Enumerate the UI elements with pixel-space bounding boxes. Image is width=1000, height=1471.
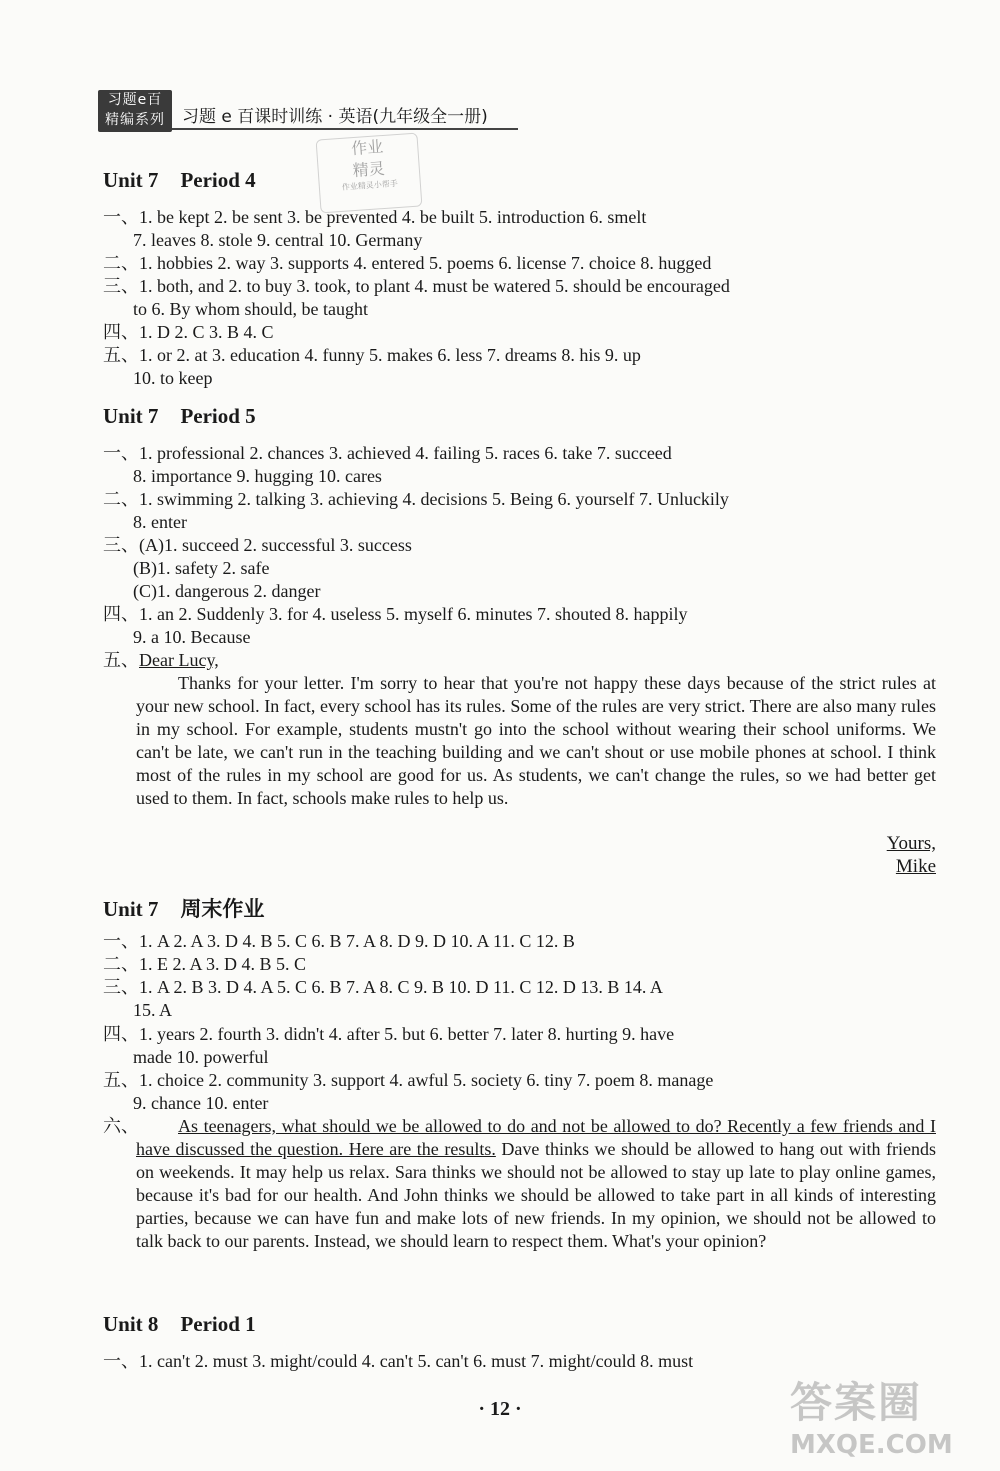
answer-line: 7. leaves 8. stole 9. central 10. Germany — [133, 230, 423, 250]
section-title — [103, 893, 264, 923]
essay-underlined: As teenagers, what should we be allowed to do and not be allowed to do? Recently a few friends and I have discussed the question. Here are the results. — [136, 1116, 936, 1159]
answer-line: 一、1. be kept 2. be sent 3. be prevented 4. be built 5. introduction 6. smelt — [103, 207, 647, 227]
answer-line: 三、1. A 2. B 3. D 4. A 5. C 6. B 7. A 8. C 9. B 10. D 11. C 12. D 13. B 14. A — [103, 977, 663, 997]
answer-line: 9. chance 10. enter — [133, 1093, 269, 1113]
section-period: Period 5 — [180, 404, 256, 428]
answer-line: 8. importance 9. hugging 10. cares — [133, 466, 382, 486]
section-title — [103, 1312, 256, 1337]
answer-line: 8. enter — [133, 512, 187, 532]
question-number: 五、 — [103, 650, 139, 670]
section-title — [103, 404, 256, 429]
answer-line: 三、1. both, and 2. to buy 3. took, to plant 4. must be watered 5. should be encouraged — [103, 276, 730, 296]
letter-signoff — [887, 832, 936, 878]
section-unit: Unit 7 — [103, 897, 159, 921]
answer-line: 四、1. years 2. fourth 3. didn't 4. after 5. but 6. better 7. later 8. hurting 9. have — [103, 1024, 675, 1044]
section-unit: Unit 8 — [103, 1312, 159, 1336]
question-number: 六、 — [103, 1116, 139, 1136]
answer-line: 二、1. hobbies 2. way 3. supports 4. entered 5. poems 6. license 7. choice 8. hugged — [103, 253, 712, 273]
answer-line: 二、1. swimming 2. talking 3. achieving 4. decisions 5. Being 6. yourself 7. Unluckily — [103, 489, 729, 509]
series-logo — [98, 90, 172, 132]
letter-body: Thanks for your letter. I'm sorry to hear that you're not happy these days because of the strict rules at your new school. In fact, every school has its rules. Some of the rules are very strict. There are also many rules in my school. For example, students mustn't go into the school without wearing their school uniforms. We can't be late, we can't run in the teaching building and we can't shout or use mobile phones at school. I think most of the rules in my school are good for us. As students, we can't change the rules, so we had better get used to them. In fact, schools make rules to help us. — [136, 673, 936, 808]
answer-line: 二、1. E 2. A 3. D 4. B 5. C — [103, 954, 307, 974]
section-unit: Unit 7 — [103, 404, 159, 428]
header-divider — [172, 128, 518, 130]
stamp-line-1: 作业 — [350, 136, 384, 159]
watermark — [790, 1370, 990, 1466]
letter-closing: Yours, — [886, 833, 936, 854]
answer-line: to 6. By whom should, be taught — [133, 299, 368, 319]
answer-line: 9. a 10. Because — [133, 627, 251, 647]
logo-line-2: 精编系列 — [105, 112, 165, 128]
logo-line-1: 习题e百 — [107, 92, 163, 108]
answer-line: 一、1. professional 2. chances 3. achieved 4. failing 5. races 6. take 7. succeed — [103, 443, 672, 463]
answer-line: made 10. powerful — [133, 1047, 269, 1067]
app-stamp — [316, 133, 423, 214]
answer-line: (C)1. dangerous 2. danger — [133, 581, 321, 601]
letter-greeting-line — [103, 649, 219, 671]
page-number: · 12 · — [478, 1398, 522, 1420]
letter-greeting: Dear Lucy, — [139, 650, 219, 670]
answer-line: 五、1. or 2. at 3. education 4. funny 5. makes 6. less 7. dreams 8. his 9. up — [103, 345, 641, 365]
answer-line: 五、1. choice 2. community 3. support 4. awful 5. society 6. tiny 7. poem 8. manage — [103, 1070, 714, 1090]
answer-line: 四、1. an 2. Suddenly 3. for 4. useless 5. myself 6. minutes 7. shouted 8. happily — [103, 604, 688, 624]
essay-rest: Dave thinks we should be allowed to hang out with friends on weekends. It may help us relax. Sara thinks we should not be allowed to stay up late to play online games, because it's bad for our health. And John thinks we should be allowed to take part in all kinds of interesting parties, because we can have fun and make lots of new friends. In my opinion, we should not be allowed to talk back to our parents. Instead, we should learn to respect them. What's your opinion? — [136, 1139, 936, 1251]
answer-line: (B)1. safety 2. safe — [133, 558, 270, 578]
essay-body — [136, 1115, 936, 1253]
answer-line: 10. to keep — [133, 368, 213, 388]
book-title: 习题 e 百课时训练 · 英语(九年级全一册) — [182, 107, 488, 127]
answer-line: 15. A — [133, 1000, 173, 1020]
stamp-small-text: 作业精灵小帮手 — [341, 179, 399, 192]
answer-line: 一、1. A 2. A 3. D 4. B 5. C 6. B 7. A 8. D 9. D 10. A 11. C 12. B — [103, 931, 575, 951]
answer-line: 三、(A)1. succeed 2. successful 3. success — [103, 535, 412, 555]
section-period: Period 4 — [180, 168, 256, 192]
stamp-line-2: 精灵 — [352, 158, 386, 181]
page-header — [98, 90, 518, 136]
section-period: 周末作业 — [180, 897, 265, 921]
answer-line: 四、1. D 2. C 3. B 4. C — [103, 322, 274, 342]
section-title — [103, 168, 256, 193]
section-period: Period 1 — [180, 1312, 256, 1336]
section-unit: Unit 7 — [103, 168, 159, 192]
watermark-url: MXQE.COM — [790, 1430, 953, 1460]
watermark-logo-text: 答案圈 — [790, 1378, 923, 1427]
answer-line: 一、1. can't 2. must 3. might/could 4. can't 5. can't 6. must 7. might/could 8. must — [103, 1351, 694, 1371]
letter-signature: Mike — [895, 856, 936, 877]
